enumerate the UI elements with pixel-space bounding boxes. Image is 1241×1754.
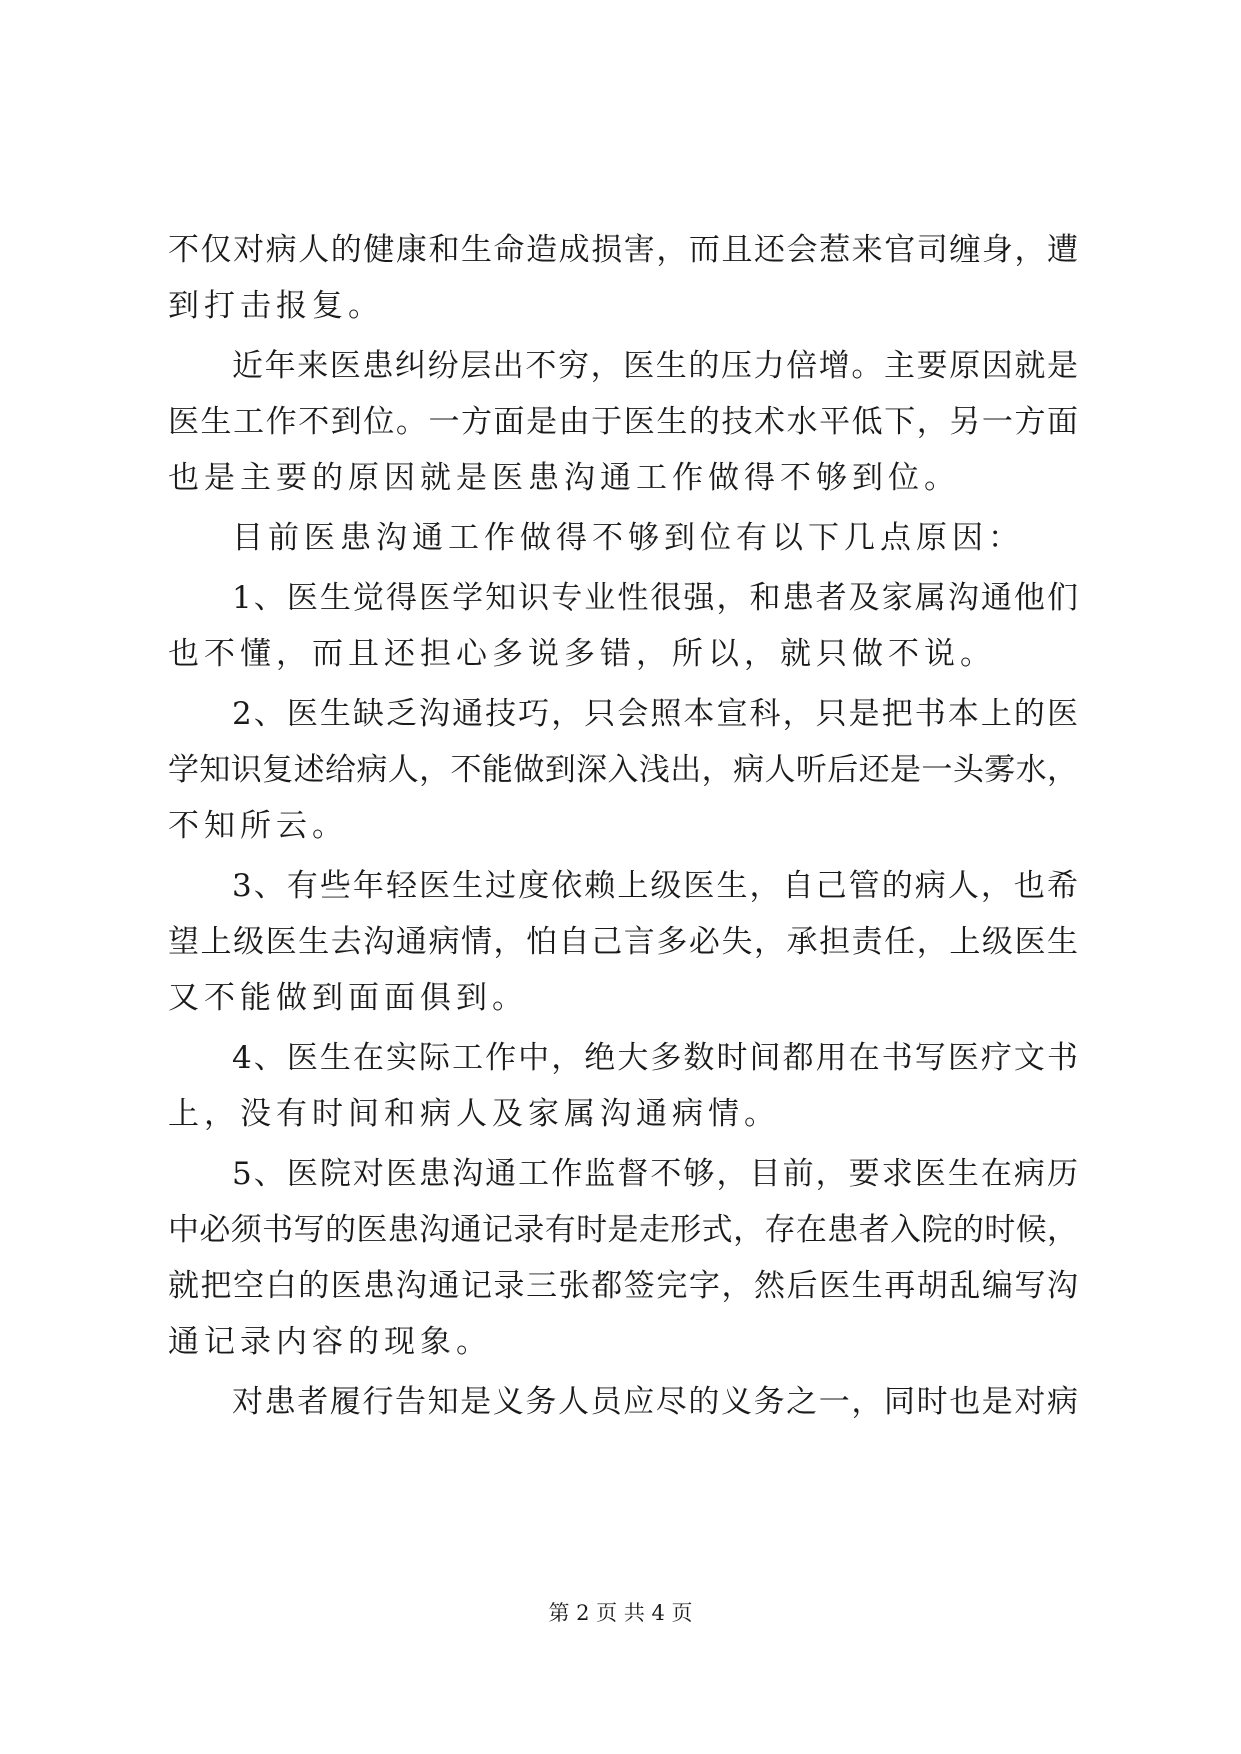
text-line: 不仅对病人的健康和生命造成损害，而且还会惹来官司缠身，遭 xyxy=(168,232,1078,268)
page-number-footer: 第 2 页 共 4 页 xyxy=(548,1601,693,1625)
list-item-line: 2、医生缺乏沟通技巧，只会照本宣科，只是把书本上的医 xyxy=(232,696,1078,732)
text-line: 又不能做到面面俱到。 xyxy=(168,980,528,1016)
list-item-line: 4、医生在实际工作中，绝大多数时间都用在书写医疗文书 xyxy=(232,1040,1078,1076)
text-line: 也是主要的原因就是医患沟通工作做得不够到位。 xyxy=(168,460,960,496)
text-line: 医生工作不到位。一方面是由于医生的技术水平低下，另一方面 xyxy=(168,404,1078,440)
list-item-line: 1、医生觉得医学知识专业性很强，和患者及家属沟通他们 xyxy=(232,580,1078,616)
paragraph-line: 目前医患沟通工作做得不够到位有以下几点原因： xyxy=(232,520,1024,556)
list-item-line: 3、有些年轻医生过度依赖上级医生，自己管的病人，也希 xyxy=(232,868,1078,904)
text-line: 望上级医生去沟通病情，怕自己言多必失，承担责任，上级医生 xyxy=(168,924,1078,960)
text-line: 上，没有时间和病人及家属沟通病情。 xyxy=(168,1096,780,1132)
text-line: 也不懂，而且还担心多说多错，所以，就只做不说。 xyxy=(168,636,996,672)
text-line: 中必须书写的医患沟通记录有时是走形式，存在患者入院的时候， xyxy=(168,1212,1078,1248)
text-line: 通记录内容的现象。 xyxy=(168,1324,492,1360)
text-line: 就把空白的医患沟通记录三张都签完字，然后医生再胡乱编写沟 xyxy=(168,1268,1078,1304)
paragraph-line: 近年来医患纠纷层出不穷，医生的压力倍增。主要原因就是 xyxy=(232,348,1078,384)
paragraph-line: 对患者履行告知是义务人员应尽的义务之一，同时也是对病 xyxy=(232,1384,1078,1420)
list-item-line: 5、医院对医患沟通工作监督不够，目前，要求医生在病历 xyxy=(232,1156,1078,1192)
text-line: 到打击报复。 xyxy=(168,288,384,324)
text-line: 不知所云。 xyxy=(168,808,348,844)
text-line: 学知识复述给病人，不能做到深入浅出，病人听后还是一头雾水， xyxy=(168,752,1078,788)
